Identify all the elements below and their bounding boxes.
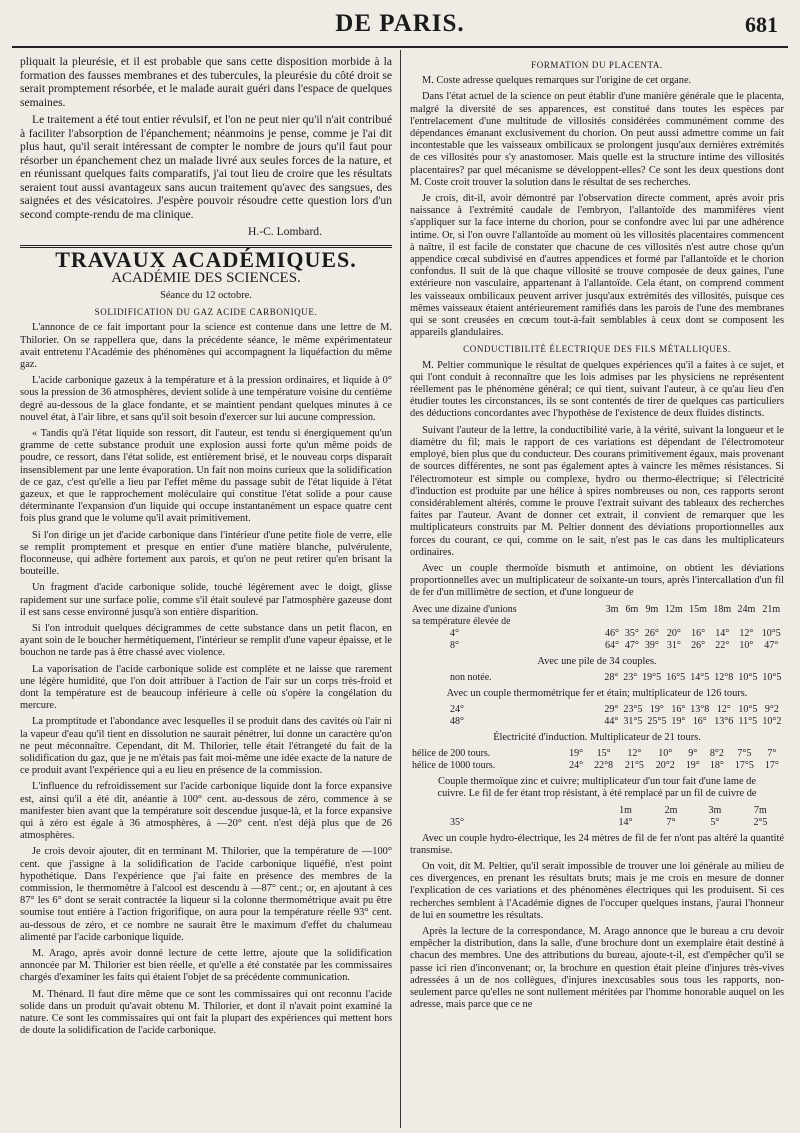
table-zinc-cuivre [410,805,784,829]
body-paragraph: Je crois devoir ajouter, dit en terminant M. Thilorier, que la température de —100° cent. que j'assigne à la solidification de l'acide carbonique liquéfié, n'est point hypothétique. Dans l'expérience que j'ai faite en présence des membres de la commission, le thermomètre à l'alcool est descendu à —87° cent.; or, en ajoutant à ces 87° les 6° dont se serait contractée la liqueur si la colonne thermométrique avait pu être soumise tout entière à l'action frigorifique, on aura pour la température réelle 93° cent. au-dessous de zéro, et ce nombre ne saurait être le maximum d'effet du chalumeau alimenté par l'acide carbonique liquide. [20,846,392,943]
table-row [410,716,784,728]
academy-title: ACADÉMIE DES SCIENCES. [111,269,301,286]
table-cell: 20° [666,627,681,639]
article-subhead: SOLIDIFICATION DU GAZ ACIDE CARBONIQUE. [94,307,318,318]
page-header [0,0,800,46]
body-paragraph: Je crois, dit-il, avoir démontré par l'observation directe comment, après avoir pris naissance à l'extrémité caudale de l'embryon, l'allantoïde des mammifères vient s'appliquer sur la face interne du chorion, pour se confondre avec lui par une adhérence intime. Or, si l'on ouvre l'allantoïde au moment où les villosités placentaires commencent à naître, il est facile de constater que chacune de ces villosités n'est autre chose qu'un appendice cœcal subdivisé en d'autres appendices et formé par l'allantoïde et le chorion confondus. Il suit de là que chaque villosité se trouve composée de deux gaines, l'une extérieure non vasculaire, appartenant à l'allantoïde. Cela étant, on comprend comment les vaisseaux ombilicaux peuvent arriver jusqu'aux extrémités des villosités, puisque ces mêmes vaisseaux étaient antérieurement ramifiés dans les parois de l'une des membranes qui se sont creusées en cœcum tout-à-fait semblables à ceux dont se composent les appareils glandulaires. [410,193,784,339]
table-cell: 22° [715,639,730,651]
body-paragraph: Avec un couple thermoïde bismuth et antimoine, on obtient les déviations proportionnelles avec un multiplicateur de soixante-un tours, après l'intercallation d'un fil de fer d'un millimètre de section, et d'une longueur de [410,562,784,599]
table-cell: 10°2 [762,715,782,727]
table-cell: 16° [692,715,707,727]
table-cell: 19° [569,748,584,760]
table-cell: 20°2 [655,760,675,772]
table-row [410,817,784,829]
table-col-head: 6m [625,603,639,615]
table-cell: 44° [604,715,619,727]
table-col-head: 12m [665,603,683,615]
table-cell: 12°8 [714,671,734,683]
body-paragraph: M. Thénard. Il faut dire même que ce sont les commissaires qui ont reconnu l'acide solide dans un produit qu'avait obtenu M. Thilorier, et dont il n'avait point examiné la nature. Ce sont les commissaires qui ont fait la plupart des expériences qui mettent hors de doute la solidification de l'acide carbonique. [20,988,392,1037]
body-paragraph: Un fragment d'acide carbonique solide, touché légèrement avec le doigt, glisse rapidement sur une surface polie, comme s'il était soulevé par l'atmosphère gazeuse dont il est sans cesse environné jusqu'à son entière disparition. [20,582,392,618]
table-row [410,760,784,772]
table-cell: 11°5 [738,715,758,727]
body-paragraph: On voit, dit M. Peltier, qu'il serait impossible de trouver une loi générale au milieu de ces divergences, en prenant les résultats bruts; mais je me crois en mesure de donner l'explication de ces variations et des phénomènes électriques qui les produisent. Si ces recherches semblent à l'Académie dignes de l'occuper quelques instans, j'aurai l'honneur de lui en soumettre les résultats. [410,860,784,921]
table-cell: 25°5 [647,715,667,727]
table-label: 35° [450,816,464,828]
table-cell: 26° [644,627,659,639]
header-rule [12,46,788,48]
table-cell: 19° [671,715,686,727]
body-paragraph: Après la lecture de la correspondance, M. Arago annonce que le bureau a cru devoir empêcher la distribution, dans la salle, d'une brochure dont un exemplaire était destiné à chacun des membres. Une des attributions du bureau, ajoute-t-il, est d'empêcher qu'il se passe ici rien d'inconvenant; or, la brochure en question était pleine d'injures très-vives adressées à un de nos collègues, d'injures inexcusables sous tous les rapports, non-seulement parce qu'elles ne sont nullement méritées par l'homme honorable auquel on les adresse, mais parce que ce ne [410,925,784,1011]
page-number: 681 [745,12,778,37]
table-thermoide [410,604,784,652]
body-paragraph: Si l'on dirige un jet d'acide carbonique dans l'intérieur d'une petite fiole de verre, elle se remplit promptement et presque en entier d'une matière blanche, pulvérulente, floconneuse, qui adhère fortement aux parois, et qu'on ne peut retirer qu'en brisant la bouteille. [20,529,392,578]
table-cell: 17°5 [734,760,754,772]
table-cell: 19° [649,703,664,715]
table-cell: 17° [764,760,779,772]
heading-placenta: FORMATION DU PLACENTA. [531,60,663,70]
table-fer-etain [410,704,784,728]
table-cell: 9°2 [764,703,779,715]
right-column [410,55,784,1125]
table-induction [410,748,784,772]
table-cell: 12° [739,627,754,639]
body-paragraph: L'acide carbonique gazeux à la température et à la pression ordinaires, et liquide à 0° sous la pression de 36 atmosphères, devient solide à une température voisine du centième degré au-dessous de la glace fondante, et se maintient pendant quelques minutes à ce nouvel état, à l'air libre, et sans qu'il soit besoin d'exercer sur lui aucune compression. [20,375,392,423]
table-cell: 2°5 [753,816,768,828]
table-cell: 26° [691,639,706,651]
table-label: hélice de 200 tours. [412,748,491,760]
table-cell: 9° [688,748,698,760]
body-paragraph: M. Coste adresse quelques remarques sur l'origine de cet organe. [422,75,692,87]
intro-paragraph-1: pliquait la pleurésie, et il est probable que sans cette disposition morbide à la formation des fausses membranes et des tubercules, la pleurésie du côté droit se serait promptement résorbée, et le malade aurait guéri dans l'espace de quelques semaines. [20,55,392,109]
table-cell: 18° [709,760,724,772]
heading-conductibilite: CONDUCTIBILITÉ ÉLECTRIQUE DES FILS MÉTALLIQUES. [463,344,731,355]
table-cell: 7° [767,748,777,760]
table-cell: 39° [644,639,659,651]
table-cell: 12° [716,703,731,715]
table-cell: 46° [604,627,619,639]
masthead-title: DE PARIS. [335,10,465,37]
table-label: sa température élevée de [412,615,511,627]
table-label: Avec une dizaine d'unions [412,603,517,615]
author-signature: H.-C. Lombard. [247,225,322,238]
table-cell: 35° [624,627,639,639]
table-row [410,604,784,616]
table-label: 48° [450,715,464,727]
table-col-head: 3m [605,603,619,615]
table-col-head: 2m [664,804,678,816]
body-paragraph: Si l'on introduit quelques décigrammes de cette substance dans un petit flacon, en ayant soin de le boucher hermétiquement, l'intérieur se remplit d'une vapeur épaisse, et le bouchon ne tarde pas à être chassé avec violence. [20,622,392,659]
body-paragraph: L'annonce de ce fait important pour la science est contenue dans une lettre de M. Thilorier. On se rappellera que, dans la précédente séance, le même expérimentateur avait entretenu l'Académie des phénomènes qui accompagnent la liquéfaction du même gaz. [20,322,392,370]
body-paragraph: Suivant l'auteur de la lettre, la conductibilité varie, à la vérité, suivant la longueur et le diamètre du fil; mais le rapport de ces variations est dépendant de l'électromoteur employé, bien plus que du conducteur. Des courans primitivement égaux, mais provenant de sources différentes, ne sont pas également aptes à vaincre les mêmes résistances. Si l'électromoteur est simple ou complexe, hydro ou thermo-électrique; si l'électricité d'induction est produite par une hélice à spires nombreuses ou non, ces rapports seront considérablement altérés, comme le prouve l'extrait suivant des tableaux des recherches faites par l'auteur. Avant de donner cet extrait, il convient de remarquer que les multiplicateurs construits par M. Peltier donnent des déviations proportionnelles aux forces du courant, ce qui, comme on le sait, n'est pas le cas dans les multiplicateurs ordinaires. [410,424,784,558]
table-row [410,704,784,716]
table-heading: Couple thermoïque zinc et cuivre; multiplicateur d'un tour fait d'une lame de cuivre. Le fil de fer étant trop résistant, à été remplacé par un fil de cuivre de [437,776,757,800]
body-paragraph: La vaporisation de l'acide carbonique solide est complète et ne laisse que rarement une légère humidité, que l'on doit attribuer à l'action de l'air sur un corps très-froid et dont la température est de beaucoup inférieure à celle où s'opère la congélation du mercure. [20,663,392,712]
table-cell: 16° [671,703,686,715]
table-col-head: 9m [645,603,659,615]
table-col-head: 15m [689,603,707,615]
table-cell: 31° [666,639,681,651]
table-cell: 47° [764,639,779,651]
table-cell: 10°5 [738,671,758,683]
table-cell: 10°5 [762,671,782,683]
table-cell: 29° [604,703,619,715]
table-cell: 12° [627,748,642,760]
session-date: Séance du 12 octobre. [160,289,252,301]
body-paragraph: Avec un couple hydro-électrique, les 24 mètres de fil de fer n'ont pas altéré la quantité transmise. [410,832,784,856]
table-cell: 28° [604,671,619,683]
body-paragraph: Dans l'état actuel de la science on peut établir d'une manière générale que le placenta, malgré la diversité de ses apparences, est constitué dans toutes les espèces par l'entrelacement d'une multitude de villosités considérées communément comme des dépendances émanant exclusivement du chorion. On peut aussi admettre comme un fait incontestable que les vaisseaux ombilicaux se prolongent jusqu'aux dernières extrémités de ces villosités pour s'y anastomoser. Mais quelle est la structure intime des villosités placentaires? par quel mécanisme se développent-elles? Ce sont les deux questions dont M. Coste croit trouver la solution dans le résultat de ses recherches. [410,91,784,188]
table-cell: 10°5 [761,627,781,639]
body-paragraph: « Tandis qu'à l'état liquide son ressort, dit l'auteur, est tendu si énergiquement qu'un gramme de cette substance produit une explosion aussi forte qu'un même poids de poudre, ce ressort, dans l'état solide, est entièrement brisé, et le nouveau corps disparaît insensiblement par une lente évaporation. Un fait non moins curieux que la solidification de ce gaz, c'est qu'elle a lieu par l'effet même du passage subit de l'état liquide à l'état gazeux, et que le rapprochement moléculaire qui constitue l'état solide a pour cause déterminante l'expansion d'un liquide qui occupe instantanément un espace quatre cent fois plus grand que le volume qu'il avait primitivement. [20,427,392,525]
body-paragraph: M. Peltier communique le résultat de quelques expériences qu'il a faites à ce sujet, et qui l'ont conduit à reconnaître que les lois admises par les physiciens ne représentent réellement pas le phénomène général; ce qui tient, suivant l'auteur, à ce qu'au lieu d'en étudier toutes les circonstances, ils se sont contentés de tirer de quelques cas particuliers des déductions concordantes avec l'hypothèse de l'existence de deux fluides distincts. [410,359,784,420]
body-paragraph: La promptitude et l'abondance avec lesquelles il se produit dans des cavités où l'air ni la vapeur d'eau qu'il tient en dissolution ne saurait pénétrer, lui donne un caractère qu'on ne peut méconnaître. Cependant, dit M. Thilorier, telle était l'étrangeté du fait de la solidification du gaz, que je ne m'étais pas fait moi-même une idée exacte de la nature de ce produit avant l'expérience qui a eu lieu en présence de la commission. [20,716,392,777]
table-row [410,672,784,684]
table-cell: 15° [596,748,611,760]
table-cell: 10°5 [738,703,758,715]
table-row [410,616,784,628]
table-row [410,805,784,817]
table-cell: 19° [685,760,700,772]
table-heading: Avec un couple thermométrique fer et étain; multiplicateur de 126 tours. [446,687,748,699]
table-cell: 14° [715,627,730,639]
table-heading: Avec une pile de 34 couples. [537,655,657,667]
table-cell: 16° [691,627,706,639]
table-col-head: 1m [619,804,632,816]
table-cell: 21°5 [624,760,644,772]
table-label: 4° [450,627,459,639]
table-cell: 22°8 [594,760,614,772]
table-col-head: 3m [708,804,722,816]
table-label: 8° [450,639,459,651]
table-cell: 10° [739,639,754,651]
column-divider [400,50,401,1128]
table-row [410,748,784,760]
table-cell: 14°5 [690,671,710,683]
table-pile [410,672,784,684]
intro-paragraph-2: Le traitement a été tout entier révulsif, et l'on ne peut nier qu'il n'ait contribué à faciliter l'absorption de l'épanchement; néanmoins je pense, comme je l'ai dit plus haut, qu'il serait intéressant de compter le nombre de jours qu'il faut pour résorber un épanchement chez un malade livré aux seules forces de la nature, et en réunissant quelques faits comparatifs, j'ai tout lieu de croire que les résultats seraient tout aussi avantageux sans aucun traitement qu'avec des sangsues, des saignées et des vésicatoires. J'espère pouvoir résoudre cette question lors d'un second compte-rendu de ma clinique. [20,113,392,221]
body-paragraph: M. Arago, après avoir donné lecture de cette lettre, ajoute que la solidification annoncée par M. Thilorier est bien réelle, et qu'elle a été constatée par les commissaires chargés d'examiner les faits qui étaient l'objet de sa précédente communication. [20,948,392,984]
table-row [410,628,784,640]
section-title: TRAVAUX ACADÉMIQUES. [55,246,357,272]
table-cell: 23°5 [623,703,643,715]
table-label: 24° [450,703,464,715]
table-cell: 31°5 [623,715,643,727]
table-cell: 7°5 [737,748,752,760]
table-cell: 13°6 [714,715,734,727]
body-paragraph: L'influence du refroidissement sur l'acide carbonique liquide dont la force expansive est, ainsi qu'il a été dit, anéantie à 100° cent. au-dessous de zéro, commence à se manifester bien avant que la température soit descendue jusque-là, et la force expansive qui à zéro est égale à 36 atmosphères, à —20° cent. n'est déjà plus que de 26 atmosphères. [20,781,392,842]
table-cell: 24° [569,760,584,772]
table-cell: 23° [623,671,638,683]
table-cell: 14° [618,816,633,828]
table-cell: 64° [604,639,619,651]
table-heading: Électricité d'induction. Multiplicateur de 21 tours. [493,731,701,743]
table-cell: 5° [710,816,720,828]
table-row [410,640,784,652]
table-col-head: 24m [737,603,756,615]
table-cell: 7° [666,816,676,828]
table-cell: 13°8 [690,703,710,715]
table-cell: 10° [658,748,673,760]
table-cell: 19°5 [642,671,662,683]
table-col-head: 7m [754,804,767,816]
table-cell: 47° [624,639,639,651]
table-cell: 8°2 [709,748,724,760]
table-label: non notée. [450,671,492,683]
table-col-head: 18m [713,603,732,615]
left-column [20,55,392,1125]
table-col-head: 21m [762,603,781,615]
table-cell: 16°5 [666,671,686,683]
table-label: hélice de 1000 tours. [412,760,496,772]
